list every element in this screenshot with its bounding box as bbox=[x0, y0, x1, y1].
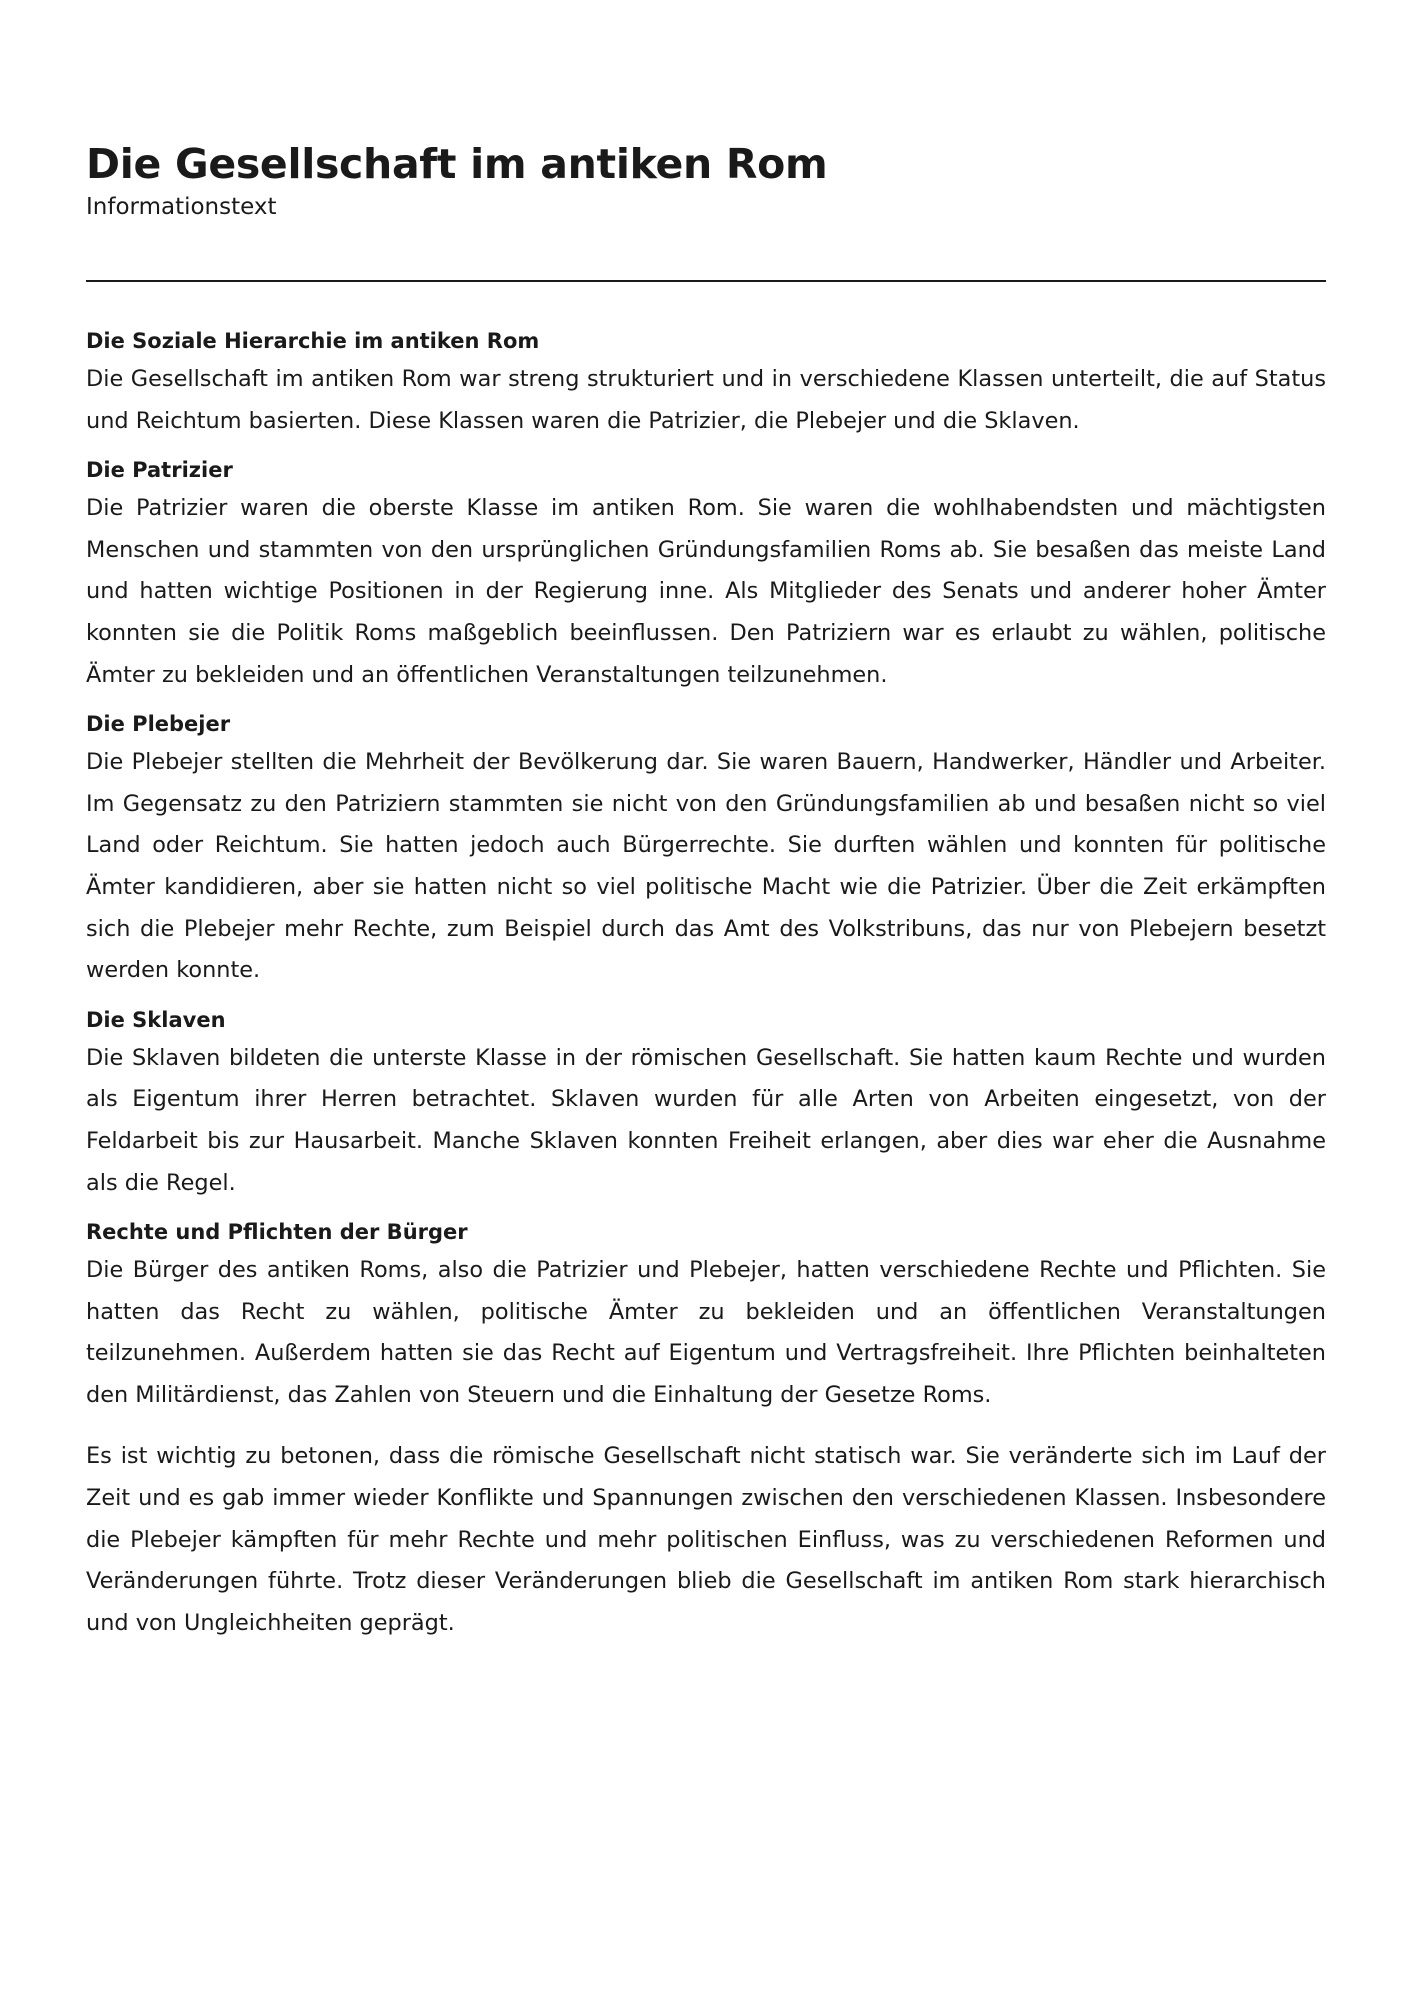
section-heading: Rechte und Pflichten der Bürger bbox=[86, 1220, 468, 1245]
section-heading: Die Plebejer bbox=[86, 712, 231, 737]
section-text: Die Patrizier waren die oberste Klasse im antiken Rom. Sie waren die wohlhabendsten und mächtigsten Menschen und stammten von den ursprünglichen Gründungsfamilien Roms ab. Sie besaßen das meiste Land und hatten wichtige Positionen in der Regierung inne. Als Mitglieder des Senats und anderer hoher Ämter konnten sie die Politik Roms maßgeblich beeinflussen. Den Patriziern war es erlaubt zu wählen, politische Ämter zu bekleiden und an öffentlichen Veranstaltungen teilzunehmen. bbox=[86, 495, 1326, 688]
section-heading: Die Sklaven bbox=[86, 1007, 226, 1032]
section-citizen-rights bbox=[86, 1217, 1326, 1416]
document-subtitle: Informationstext bbox=[86, 194, 277, 220]
document-title: Die Gesellschaft im antiken Rom bbox=[86, 140, 828, 188]
title-divider bbox=[86, 280, 1326, 282]
section-plebeians bbox=[86, 709, 1326, 992]
section-patricians bbox=[86, 455, 1326, 696]
section-slaves bbox=[86, 1005, 1326, 1204]
section-text: Die Sklaven bildeten die unterste Klasse in der römischen Gesellschaft. Sie hatten kaum Rechte und wurden als Eigentum ihrer Herren betrachtet. Sklaven wurden für alle Arten von Arbeiten eingesetzt, von der Feldarbeit bis zur Hausarbeit. Manche Sklaven konnten Freiheit erlangen, aber dies war eher die Ausnahme als die Regel. bbox=[86, 1044, 1326, 1196]
section-social-hierarchy bbox=[86, 326, 1326, 442]
section-text: Die Gesellschaft im antiken Rom war streng strukturiert und in verschiedene Klassen unterteilt, die auf Status und Reichtum basierten. Diese Klassen waren die Patrizier, die Plebejer und die Sklaven. bbox=[86, 366, 1326, 434]
section-heading: Die Patrizier bbox=[86, 458, 233, 483]
section-text: Die Bürger des antiken Roms, also die Patrizier und Plebejer, hatten verschiedene Rechte und Pflichten. Sie hatten das Recht zu wählen, politische Ämter zu bekleiden und an öffentlichen Veranstaltungen teilzunehmen. Außerdem hatten sie das Recht auf Eigentum und Vertragsfreiheit. Ihre Pflichten beinhalteten den Militärdienst, das Zahlen von Steuern und die Einhaltung der Gesetze Roms. bbox=[86, 1257, 1326, 1408]
closing-paragraph: Es ist wichtig zu betonen, dass die römische Gesellschaft nicht statisch war. Sie veränderte sich im Lauf der Zeit und es gab immer wieder Konflikte und Spannungen zwischen den verschiedenen Klassen. Insbesondere die Plebejer kämpften für mehr Rechte und mehr politischen Einfluss, was zu verschiedenen Reformen und Veränderungen führte. Trotz dieser Veränderungen blieb die Gesellschaft im antiken Rom stark hierarchisch und von Ungleichheiten geprägt. bbox=[86, 1443, 1326, 1636]
section-text: Die Plebejer stellten die Mehrheit der Bevölkerung dar. Sie waren Bauern, Handwerker, Händler und Arbeiter. Im Gegensatz zu den Patriziern stammten sie nicht von den Gründungsfamilien ab und besaßen nicht so viel Land oder Reichtum. Sie hatten jedoch auch Bürgerrechte. Sie durften wählen und konnten für politische Ämter kandidieren, aber sie hatten nicht so viel politische Macht wie die Patrizier. Über die Zeit erkämpften sich die Plebejer mehr Rechte, zum Beispiel durch das Amt des Volkstribuns, das nur von Plebejern besetzt werden konnte. bbox=[86, 749, 1326, 984]
document-page bbox=[86, 138, 1326, 1644]
section-heading: Die Soziale Hierarchie im antiken Rom bbox=[86, 329, 540, 353]
